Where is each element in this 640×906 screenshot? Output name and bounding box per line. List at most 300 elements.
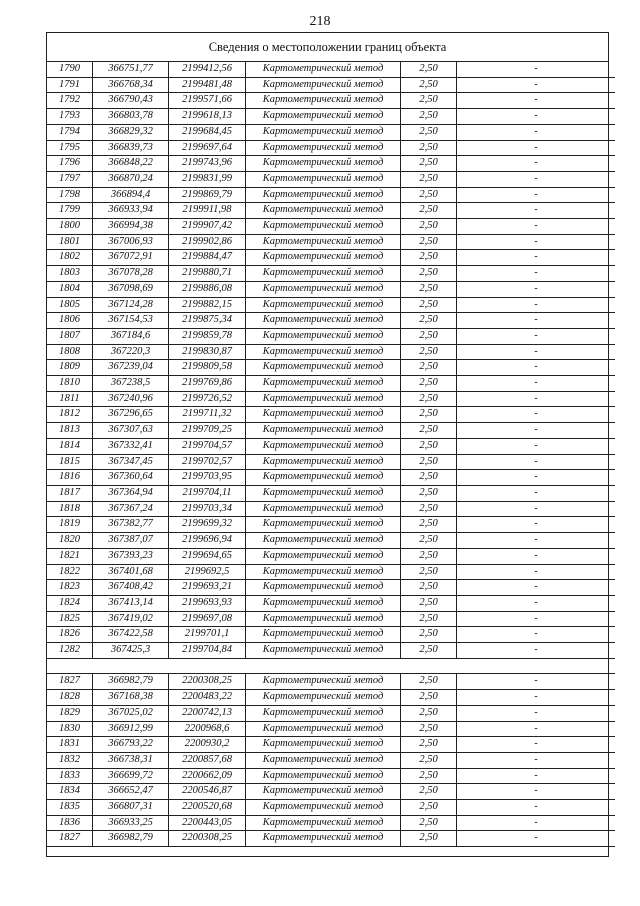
point-number-cell: 1792 [47,93,93,109]
table-row [47,344,615,360]
table-row [47,391,615,407]
method-cell: Картометрический метод [246,737,401,753]
y-coordinate-cell: 2199902,86 [169,234,246,250]
point-number-cell: 1282 [47,643,93,659]
x-coordinate-cell: 366768,34 [93,77,169,93]
description-cell: - [457,485,616,501]
accuracy-cell: 2,50 [401,109,457,125]
table-row [47,124,615,140]
x-coordinate-cell: 366982,79 [93,674,169,690]
table-row [47,595,615,611]
method-cell: Картометрический метод [246,721,401,737]
point-number-cell: 1831 [47,737,93,753]
table-row [47,77,615,93]
y-coordinate-cell: 2199711,32 [169,407,246,423]
point-number-cell: 1816 [47,470,93,486]
x-coordinate-cell: 367401,68 [93,564,169,580]
point-number-cell: 1796 [47,156,93,172]
accuracy-cell: 2,50 [401,313,457,329]
accuracy-cell: 2,50 [401,234,457,250]
table-row [47,768,615,784]
table-row [47,454,615,470]
x-coordinate-cell: 367154,53 [93,313,169,329]
table-row [47,219,615,235]
description-cell: - [457,517,616,533]
description-cell: - [457,281,616,297]
method-cell: Картометрический метод [246,533,401,549]
table-row [47,705,615,721]
y-coordinate-cell: 2199859,78 [169,328,246,344]
description-cell: - [457,109,616,125]
method-cell: Картометрический метод [246,297,401,313]
accuracy-cell: 2,50 [401,737,457,753]
y-coordinate-cell: 2199697,08 [169,611,246,627]
method-cell: Картометрический метод [246,360,401,376]
accuracy-cell: 2,50 [401,815,457,831]
method-cell: Картометрический метод [246,203,401,219]
accuracy-cell: 2,50 [401,77,457,93]
method-cell: Картометрический метод [246,705,401,721]
description-cell: - [457,470,616,486]
table-row [47,297,615,313]
accuracy-cell: 2,50 [401,140,457,156]
accuracy-cell: 2,50 [401,281,457,297]
method-cell: Картометрический метод [246,768,401,784]
page-number: 218 [309,14,331,29]
point-number-cell: 1817 [47,485,93,501]
table-row [47,313,615,329]
description-cell: - [457,297,616,313]
description-cell: - [457,156,616,172]
x-coordinate-cell: 367364,94 [93,485,169,501]
method-cell: Картометрический метод [246,250,401,266]
description-cell: - [457,391,616,407]
point-number-cell: 1806 [47,313,93,329]
x-coordinate-cell: 366848,22 [93,156,169,172]
table-row [47,438,615,454]
table-row [47,564,615,580]
point-number-cell: 1809 [47,360,93,376]
description-cell: - [457,250,616,266]
table-row [47,611,615,627]
table-row [47,800,615,816]
point-number-cell: 1807 [47,328,93,344]
y-coordinate-cell: 2199697,64 [169,140,246,156]
description-cell: - [457,643,616,659]
x-coordinate-cell: 366652,47 [93,784,169,800]
y-coordinate-cell: 2199911,98 [169,203,246,219]
point-number-cell: 1821 [47,548,93,564]
y-coordinate-cell: 2199809,58 [169,360,246,376]
y-coordinate-cell: 2199618,13 [169,109,246,125]
x-coordinate-cell: 366738,31 [93,752,169,768]
description-cell: - [457,62,616,77]
x-coordinate-cell: 366829,32 [93,124,169,140]
method-cell: Картометрический метод [246,171,401,187]
point-number-cell: 1813 [47,423,93,439]
x-coordinate-cell: 367078,28 [93,266,169,282]
table-row [47,423,615,439]
x-coordinate-cell: 367307,63 [93,423,169,439]
x-coordinate-cell: 367360,64 [93,470,169,486]
point-number-cell: 1814 [47,438,93,454]
x-coordinate-cell: 367393,23 [93,548,169,564]
x-coordinate-cell: 367387,07 [93,533,169,549]
x-coordinate-cell: 367422,58 [93,627,169,643]
point-number-cell: 1808 [47,344,93,360]
point-number-cell: 1822 [47,564,93,580]
table-row [47,643,615,659]
y-coordinate-cell: 2199880,71 [169,266,246,282]
method-cell: Картометрический метод [246,234,401,250]
x-coordinate-cell: 366933,25 [93,815,169,831]
accuracy-cell: 2,50 [401,517,457,533]
description-cell: - [457,438,616,454]
method-cell: Картометрический метод [246,344,401,360]
description-cell: - [457,784,616,800]
description-cell: - [457,627,616,643]
table-row [47,156,615,172]
y-coordinate-cell: 2200520,68 [169,800,246,816]
description-cell: - [457,171,616,187]
accuracy-cell: 2,50 [401,93,457,109]
method-cell: Картометрический метод [246,564,401,580]
table-row [47,234,615,250]
point-number-cell: 1818 [47,501,93,517]
coordinates-table [47,62,615,847]
y-coordinate-cell: 2199704,11 [169,485,246,501]
point-number-cell: 1826 [47,627,93,643]
description-cell: - [457,328,616,344]
method-cell: Картометрический метод [246,815,401,831]
accuracy-cell: 2,50 [401,643,457,659]
accuracy-cell: 2,50 [401,187,457,203]
y-coordinate-cell: 2199692,5 [169,564,246,580]
point-number-cell: 1800 [47,219,93,235]
description-cell: - [457,423,616,439]
table-row [47,533,615,549]
description-cell: - [457,313,616,329]
y-coordinate-cell: 2200930,2 [169,737,246,753]
accuracy-cell: 2,50 [401,438,457,454]
x-coordinate-cell: 366793,22 [93,737,169,753]
y-coordinate-cell: 2199696,94 [169,533,246,549]
y-coordinate-cell: 2199703,95 [169,470,246,486]
x-coordinate-cell: 367168,38 [93,690,169,706]
y-coordinate-cell: 2200546,87 [169,784,246,800]
description-cell: - [457,800,616,816]
x-coordinate-cell: 366751,77 [93,62,169,77]
table-row [47,470,615,486]
accuracy-cell: 2,50 [401,454,457,470]
y-coordinate-cell: 2199481,48 [169,77,246,93]
x-coordinate-cell: 367238,5 [93,376,169,392]
accuracy-cell: 2,50 [401,360,457,376]
accuracy-cell: 2,50 [401,831,457,847]
y-coordinate-cell: 2199831,99 [169,171,246,187]
method-cell: Картометрический метод [246,690,401,706]
accuracy-cell: 2,50 [401,391,457,407]
y-coordinate-cell: 2199693,21 [169,580,246,596]
y-coordinate-cell: 2199726,52 [169,391,246,407]
x-coordinate-cell: 367072,91 [93,250,169,266]
y-coordinate-cell: 2199830,87 [169,344,246,360]
method-cell: Картометрический метод [246,124,401,140]
description-cell: - [457,360,616,376]
point-number-cell: 1801 [47,234,93,250]
accuracy-cell: 2,50 [401,203,457,219]
accuracy-cell: 2,50 [401,250,457,266]
point-number-cell: 1799 [47,203,93,219]
y-coordinate-cell: 2200443,05 [169,815,246,831]
description-cell: - [457,815,616,831]
accuracy-cell: 2,50 [401,62,457,77]
description-cell: - [457,721,616,737]
y-coordinate-cell: 2199704,57 [169,438,246,454]
y-coordinate-cell: 2200857,68 [169,752,246,768]
y-coordinate-cell: 2200968,6 [169,721,246,737]
method-cell: Картометрический метод [246,580,401,596]
point-number-cell: 1810 [47,376,93,392]
accuracy-cell: 2,50 [401,266,457,282]
table-row [47,690,615,706]
description-cell: - [457,768,616,784]
x-coordinate-cell: 367184,6 [93,328,169,344]
point-number-cell: 1795 [47,140,93,156]
point-number-cell: 1830 [47,721,93,737]
point-number-cell: 1797 [47,171,93,187]
table-row [47,328,615,344]
accuracy-cell: 2,50 [401,376,457,392]
method-cell: Картометрический метод [246,800,401,816]
method-cell: Картометрический метод [246,752,401,768]
method-cell: Картометрический метод [246,140,401,156]
x-coordinate-cell: 367124,28 [93,297,169,313]
method-cell: Картометрический метод [246,501,401,517]
x-coordinate-cell: 367006,93 [93,234,169,250]
y-coordinate-cell: 2199882,15 [169,297,246,313]
method-cell: Картометрический метод [246,62,401,77]
method-cell: Картометрический метод [246,627,401,643]
table-row [47,93,615,109]
accuracy-cell: 2,50 [401,501,457,517]
accuracy-cell: 2,50 [401,784,457,800]
x-coordinate-cell: 367025,02 [93,705,169,721]
x-coordinate-cell: 367098,69 [93,281,169,297]
accuracy-cell: 2,50 [401,328,457,344]
table-row [47,674,615,690]
method-cell: Картометрический метод [246,485,401,501]
point-number-cell: 1823 [47,580,93,596]
point-number-cell: 1798 [47,187,93,203]
point-number-cell: 1827 [47,674,93,690]
accuracy-cell: 2,50 [401,548,457,564]
method-cell: Картометрический метод [246,438,401,454]
point-number-cell: 1834 [47,784,93,800]
description-cell: - [457,77,616,93]
table-row [47,831,615,847]
accuracy-cell: 2,50 [401,721,457,737]
y-coordinate-cell: 2199769,86 [169,376,246,392]
x-coordinate-cell: 367220,3 [93,344,169,360]
method-cell: Картометрический метод [246,281,401,297]
accuracy-cell: 2,50 [401,533,457,549]
y-coordinate-cell: 2199743,96 [169,156,246,172]
accuracy-cell: 2,50 [401,407,457,423]
x-coordinate-cell: 366933,94 [93,203,169,219]
x-coordinate-cell: 367413,14 [93,595,169,611]
table-row [47,815,615,831]
method-cell: Картометрический метод [246,470,401,486]
accuracy-cell: 2,50 [401,800,457,816]
table-row [47,376,615,392]
point-number-cell: 1802 [47,250,93,266]
table-row [47,266,615,282]
description-cell: - [457,690,616,706]
description-cell: - [457,564,616,580]
table-row [47,580,615,596]
description-cell: - [457,595,616,611]
y-coordinate-cell: 2200483,22 [169,690,246,706]
point-number-cell: 1833 [47,768,93,784]
y-coordinate-cell: 2199886,08 [169,281,246,297]
table-row [47,62,615,77]
accuracy-cell: 2,50 [401,674,457,690]
table-row [47,517,615,533]
point-number-cell: 1820 [47,533,93,549]
x-coordinate-cell: 367239,04 [93,360,169,376]
y-coordinate-cell: 2200308,25 [169,674,246,690]
y-coordinate-cell: 2200742,13 [169,705,246,721]
accuracy-cell: 2,50 [401,705,457,721]
method-cell: Картометрический метод [246,376,401,392]
accuracy-cell: 2,50 [401,690,457,706]
point-number-cell: 1836 [47,815,93,831]
accuracy-cell: 2,50 [401,768,457,784]
table-row [47,784,615,800]
table-row [47,721,615,737]
accuracy-cell: 2,50 [401,156,457,172]
accuracy-cell: 2,50 [401,564,457,580]
point-number-cell: 1829 [47,705,93,721]
description-cell: - [457,187,616,203]
method-cell: Картометрический метод [246,187,401,203]
table-row [47,171,615,187]
method-cell: Картометрический метод [246,93,401,109]
point-number-cell: 1793 [47,109,93,125]
accuracy-cell: 2,50 [401,297,457,313]
method-cell: Картометрический метод [246,454,401,470]
description-cell: - [457,705,616,721]
y-coordinate-cell: 2199694,65 [169,548,246,564]
accuracy-cell: 2,50 [401,171,457,187]
x-coordinate-cell: 367419,02 [93,611,169,627]
y-coordinate-cell: 2199907,42 [169,219,246,235]
point-number-cell: 1803 [47,266,93,282]
table-row [47,548,615,564]
method-cell: Картометрический метод [246,517,401,533]
group-separator-row [47,658,615,674]
accuracy-cell: 2,50 [401,423,457,439]
y-coordinate-cell: 2199875,34 [169,313,246,329]
point-number-cell: 1828 [47,690,93,706]
method-cell: Картометрический метод [246,109,401,125]
description-cell: - [457,533,616,549]
x-coordinate-cell: 367347,45 [93,454,169,470]
accuracy-cell: 2,50 [401,752,457,768]
y-coordinate-cell: 2199704,84 [169,643,246,659]
table-row [47,360,615,376]
description-cell: - [457,454,616,470]
method-cell: Картометрический метод [246,423,401,439]
point-number-cell: 1835 [47,800,93,816]
accuracy-cell: 2,50 [401,219,457,235]
point-number-cell: 1804 [47,281,93,297]
table-row [47,501,615,517]
table-row [47,627,615,643]
accuracy-cell: 2,50 [401,580,457,596]
x-coordinate-cell: 367425,3 [93,643,169,659]
point-number-cell: 1824 [47,595,93,611]
description-cell: - [457,580,616,596]
table-row [47,752,615,768]
y-coordinate-cell: 2199571,66 [169,93,246,109]
method-cell: Картометрический метод [246,266,401,282]
method-cell: Картометрический метод [246,548,401,564]
description-cell: - [457,407,616,423]
point-number-cell: 1832 [47,752,93,768]
description-cell: - [457,501,616,517]
method-cell: Картометрический метод [246,595,401,611]
x-coordinate-cell: 367408,42 [93,580,169,596]
point-number-cell: 1827 [47,831,93,847]
accuracy-cell: 2,50 [401,470,457,486]
x-coordinate-cell: 367332,41 [93,438,169,454]
x-coordinate-cell: 367240,96 [93,391,169,407]
description-cell: - [457,344,616,360]
y-coordinate-cell: 2199709,25 [169,423,246,439]
table-row [47,203,615,219]
y-coordinate-cell: 2200662,09 [169,768,246,784]
y-coordinate-cell: 2199412,56 [169,62,246,77]
description-cell: - [457,124,616,140]
point-number-cell: 1825 [47,611,93,627]
description-cell: - [457,376,616,392]
y-coordinate-cell: 2199884,47 [169,250,246,266]
accuracy-cell: 2,50 [401,344,457,360]
description-cell: - [457,674,616,690]
y-coordinate-cell: 2199701,1 [169,627,246,643]
accuracy-cell: 2,50 [401,124,457,140]
y-coordinate-cell: 2199703,34 [169,501,246,517]
accuracy-cell: 2,50 [401,595,457,611]
x-coordinate-cell: 366994,38 [93,219,169,235]
table-row [47,140,615,156]
description-cell: - [457,93,616,109]
point-number-cell: 1805 [47,297,93,313]
description-cell: - [457,752,616,768]
x-coordinate-cell: 367382,77 [93,517,169,533]
description-cell: - [457,140,616,156]
x-coordinate-cell: 366982,79 [93,831,169,847]
accuracy-cell: 2,50 [401,485,457,501]
x-coordinate-cell: 366839,73 [93,140,169,156]
y-coordinate-cell: 2200308,25 [169,831,246,847]
x-coordinate-cell: 366803,78 [93,109,169,125]
x-coordinate-cell: 367367,24 [93,501,169,517]
method-cell: Картометрический метод [246,674,401,690]
description-cell: - [457,548,616,564]
